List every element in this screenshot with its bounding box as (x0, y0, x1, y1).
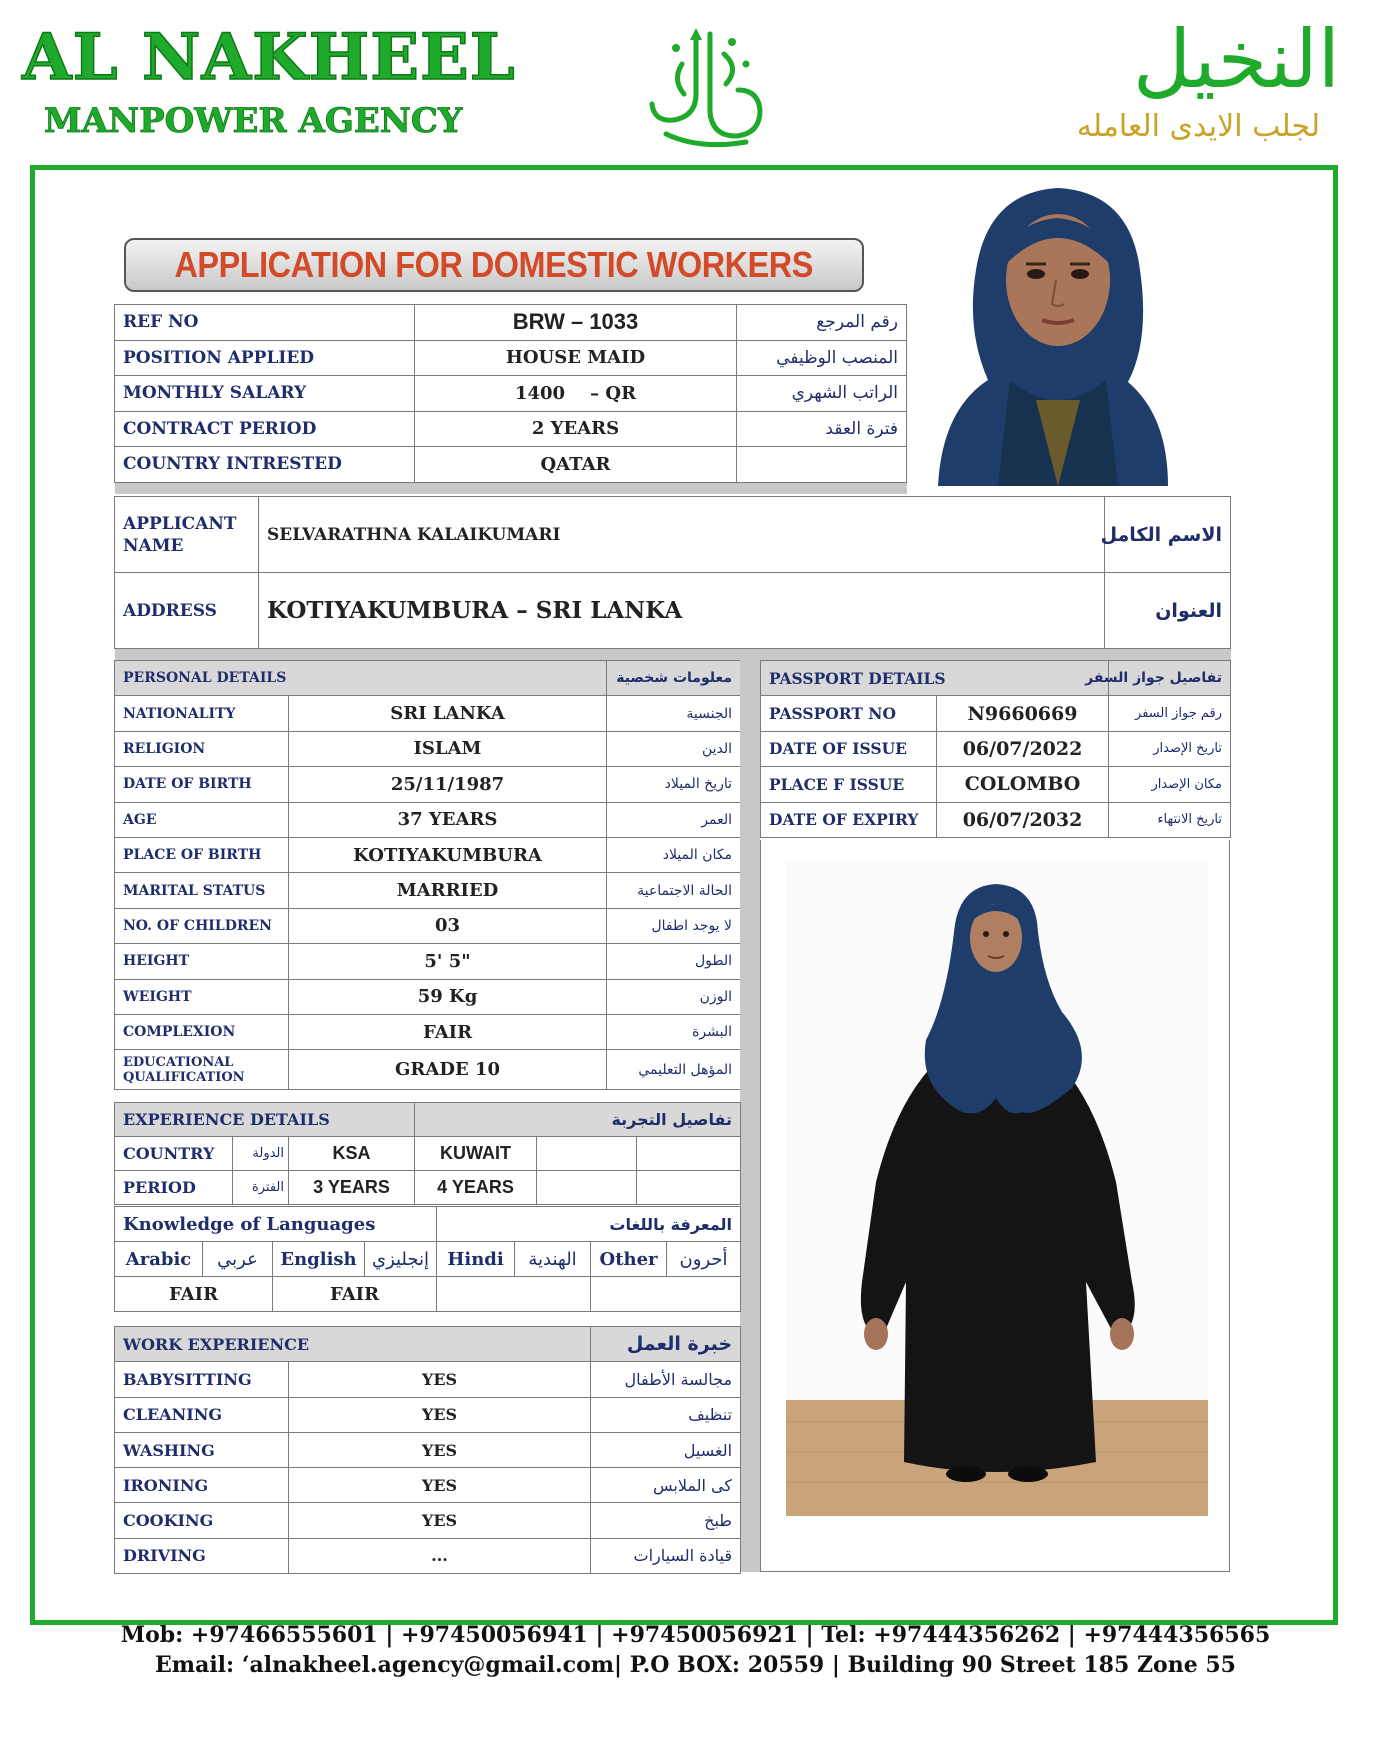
row-label: POSITION APPLIED (115, 340, 415, 376)
row-label-arabic: الجنسية (607, 696, 741, 731)
row-label: WASHING (115, 1432, 289, 1467)
experience-header: EXPERIENCE DETAILS (115, 1103, 415, 1137)
table-row (115, 1242, 741, 1277)
age-value: 37 YEARS (289, 802, 607, 837)
passport-header-arabic: تفاصيل جواز السفر (1109, 661, 1231, 696)
row-label: PLACE OF BIRTH (115, 837, 289, 872)
experience-country: KSA (289, 1137, 415, 1171)
table-row (115, 731, 741, 766)
nationality-value: SRI LANKA (289, 696, 607, 731)
row-label-arabic: فترة العقد (737, 411, 907, 447)
height-value: 5' 5" (289, 944, 607, 979)
language-name-arabic: إنجليزي (365, 1242, 437, 1277)
period-label-arabic: الفترة (233, 1171, 289, 1205)
row-label: RELIGION (115, 731, 289, 766)
table-row (115, 767, 741, 802)
table-row (115, 1503, 741, 1538)
language-name-arabic: عربي (203, 1242, 273, 1277)
language-level: FAIR (115, 1277, 273, 1312)
section-header (115, 661, 741, 696)
row-label-arabic: مكان الميلاد (607, 837, 741, 872)
period-label: PERIOD (115, 1171, 233, 1205)
row-label-arabic: قيادة السيارات (591, 1538, 741, 1573)
work-experience-table (114, 1326, 741, 1574)
row-label-arabic: المؤهل التعليمي (607, 1050, 741, 1090)
section-header (761, 661, 1231, 696)
passport-no-value: N9660669 (937, 696, 1109, 731)
row-label: REF NO (115, 305, 415, 341)
row-label-arabic: الحالة الاجتماعية (607, 873, 741, 908)
row-label: DATE OF EXPIRY (761, 802, 937, 837)
experience-period: 3 YEARS (289, 1171, 415, 1205)
expiry-date-value: 06/07/2032 (937, 802, 1109, 837)
skill-value: ... (289, 1538, 591, 1573)
table-row (115, 340, 907, 376)
table-row (115, 411, 907, 447)
row-label-arabic: تنظيف (591, 1397, 741, 1432)
table-row (115, 1362, 741, 1397)
brand-name: AL NAKHEEL (22, 20, 516, 95)
table-row (115, 873, 741, 908)
row-label-arabic: رقم المرجع (737, 305, 907, 341)
row-label-arabic: العمر (607, 802, 741, 837)
name-label: APPLICANT NAME (115, 497, 259, 573)
table-row (761, 696, 1231, 731)
passport-header: PASSPORT DETAILS (761, 661, 1109, 696)
row-label-arabic: رقم جواز السفر (1109, 696, 1231, 731)
table-row (115, 696, 741, 731)
table-row (115, 447, 907, 483)
skill-value: YES (289, 1503, 591, 1538)
row-label: DATE OF ISSUE (761, 731, 937, 766)
personal-header: PERSONAL DETAILS (115, 661, 607, 696)
skill-value: YES (289, 1468, 591, 1503)
row-label: CONTRACT PERIOD (115, 411, 415, 447)
row-label: COOKING (115, 1503, 289, 1538)
row-label: DATE OF BIRTH (115, 767, 289, 802)
table-row (115, 908, 741, 943)
address-label-arabic: العنوان (1105, 573, 1231, 649)
row-label: COMPLEXION (115, 1014, 289, 1049)
row-label: WEIGHT (115, 979, 289, 1014)
personal-header-arabic: معلومات شخصية (607, 661, 741, 696)
applicant-name: SELVARATHNA KALAIKUMARI (259, 497, 1105, 573)
footer-address: Email: ‘alnakheel.agency@gmail.com| P.O BOX: 20559 | Building 90 Street 185 Zone 55 (155, 1652, 1236, 1678)
experience-country (637, 1137, 741, 1171)
language-name: Hindi (437, 1242, 515, 1277)
divider-bar (115, 649, 1231, 661)
language-level: FAIR (273, 1277, 437, 1312)
row-label-arabic: لا يوجد اطفال (607, 908, 741, 943)
table-row (761, 802, 1231, 837)
row-label-arabic: تاريخ الانتهاء (1109, 802, 1231, 837)
passport-details-table (760, 660, 1231, 838)
experience-period (637, 1171, 741, 1205)
religion-value: ISLAM (289, 731, 607, 766)
row-label-arabic: مكان الإصدار (1109, 767, 1231, 802)
table-row (115, 1277, 741, 1312)
issue-place-value: COLOMBO (937, 767, 1109, 802)
row-label-arabic: مجالسة الأطفال (591, 1362, 741, 1397)
skill-value: YES (289, 1397, 591, 1432)
row-label: CLEANING (115, 1397, 289, 1432)
table-row (115, 1014, 741, 1049)
row-label-arabic: الطول (607, 944, 741, 979)
language-level (591, 1277, 741, 1312)
languages-header-arabic: المعرفة باللغات (437, 1207, 741, 1242)
weight-value: 59 Kg (289, 979, 607, 1014)
table-row (115, 944, 741, 979)
applicant-portrait-photo (918, 170, 1184, 486)
table-row (115, 802, 741, 837)
experience-period: 4 YEARS (415, 1171, 537, 1205)
table-row (115, 1397, 741, 1432)
brand-subtitle: MANPOWER AGENCY (44, 101, 463, 141)
row-label-arabic: المنصب الوظيفي (737, 340, 907, 376)
applicant-table (114, 496, 1231, 661)
row-label: PLACE F ISSUE (761, 767, 937, 802)
work-header: WORK EXPERIENCE (115, 1327, 591, 1362)
divider-bar (115, 482, 907, 494)
table-row (115, 376, 907, 412)
row-label: NO. OF CHILDREN (115, 908, 289, 943)
section-header (115, 1103, 741, 1137)
language-name: Arabic (115, 1242, 203, 1277)
table-row (115, 837, 741, 872)
table-row (115, 1050, 741, 1090)
contract-value: 2 YEARS (415, 411, 737, 447)
experience-country: KUWAIT (415, 1137, 537, 1171)
work-header-arabic: خبرة العمل (591, 1327, 741, 1362)
row-label-arabic (737, 447, 907, 483)
salary-value: 1400 – QR (415, 376, 737, 412)
position-value: HOUSE MAID (415, 340, 737, 376)
applicant-address: KOTIYAKUMBURA – SRI LANKA (259, 573, 1105, 649)
complexion-value: FAIR (289, 1014, 607, 1049)
row-label-arabic: الراتب الشهري (737, 376, 907, 412)
language-name-arabic: الهندية (515, 1242, 591, 1277)
table-row (115, 305, 907, 341)
experience-header-arabic: تفاصيل التجربة (415, 1103, 741, 1137)
column-divider (740, 660, 760, 1572)
row-label: EDUCATIONAL QUALIFICATION (115, 1050, 289, 1090)
experience-country (537, 1137, 637, 1171)
table-row (115, 497, 1231, 573)
table-row (115, 1468, 741, 1503)
table-row (115, 1432, 741, 1467)
birthplace-value: KOTIYAKUMBURA (289, 837, 607, 872)
language-level (437, 1277, 591, 1312)
experience-period (537, 1171, 637, 1205)
row-label-arabic: طبخ (591, 1503, 741, 1538)
languages-table (114, 1206, 741, 1312)
row-label-arabic: تاريخ الإصدار (1109, 731, 1231, 766)
row-label: IRONING (115, 1468, 289, 1503)
marital-value: MARRIED (289, 873, 607, 908)
brand-name-arabic: النخيل (1132, 13, 1340, 106)
row-label-arabic: الوزن (607, 979, 741, 1014)
name-label-arabic: الاسم الكامل (1105, 497, 1231, 573)
skill-value: YES (289, 1432, 591, 1467)
ref-no-value: BRW – 1033 (415, 305, 737, 341)
children-value: 03 (289, 908, 607, 943)
language-name: English (273, 1242, 365, 1277)
section-header (115, 1327, 741, 1362)
row-label: MARITAL STATUS (115, 873, 289, 908)
row-label: BABYSITTING (115, 1362, 289, 1397)
address-label: ADDRESS (115, 573, 259, 649)
summary-table (114, 304, 907, 494)
table-row (115, 1171, 741, 1205)
education-value: GRADE 10 (289, 1050, 607, 1090)
row-label: MONTHLY SALARY (115, 376, 415, 412)
table-row (761, 767, 1231, 802)
country-label-arabic: الدولة (233, 1137, 289, 1171)
table-row (115, 573, 1231, 649)
skill-value: YES (289, 1362, 591, 1397)
language-name: Other (591, 1242, 667, 1277)
row-label: PASSPORT NO (761, 696, 937, 731)
palm-calligraphy-logo (636, 24, 776, 154)
applicant-full-body-photo (786, 862, 1208, 1516)
contact-footer (0, 1620, 1391, 1680)
personal-details-table (114, 660, 741, 1090)
row-label: DRIVING (115, 1538, 289, 1573)
table-row (115, 979, 741, 1014)
row-label-arabic: البشرة (607, 1014, 741, 1049)
table-row (761, 731, 1231, 766)
row-label-arabic: الغسيل (591, 1432, 741, 1467)
row-label: HEIGHT (115, 944, 289, 979)
dob-value: 25/11/1987 (289, 767, 607, 802)
table-row (115, 1137, 741, 1171)
brand-subtitle-arabic: لجلب الايدى العامله (1076, 109, 1320, 144)
row-label-arabic: الدين (607, 731, 741, 766)
form-title-box (124, 238, 864, 292)
languages-header: Knowledge of Languages (115, 1207, 437, 1242)
language-name-arabic: أحرون (667, 1242, 741, 1277)
row-label-arabic: تاريخ الميلاد (607, 767, 741, 802)
issue-date-value: 06/07/2022 (937, 731, 1109, 766)
table-row (115, 1538, 741, 1573)
country-value: QATAR (415, 447, 737, 483)
logo-text: النخيل (704, 150, 708, 151)
section-header (115, 1207, 741, 1242)
row-label: NATIONALITY (115, 696, 289, 731)
row-label: AGE (115, 802, 289, 837)
experience-table (114, 1102, 741, 1205)
footer-phones: Mob: +97466555601 | +97450056941 | +97450056921 | Tel: +97444356262 | +97444356565 (120, 1622, 1271, 1648)
form-title: APPLICATION FOR DOMESTIC WORKERS (174, 244, 814, 285)
row-label-arabic: كى الملابس (591, 1468, 741, 1503)
country-label: COUNTRY (115, 1137, 233, 1171)
row-label: COUNTRY INTRESTED (115, 447, 415, 483)
